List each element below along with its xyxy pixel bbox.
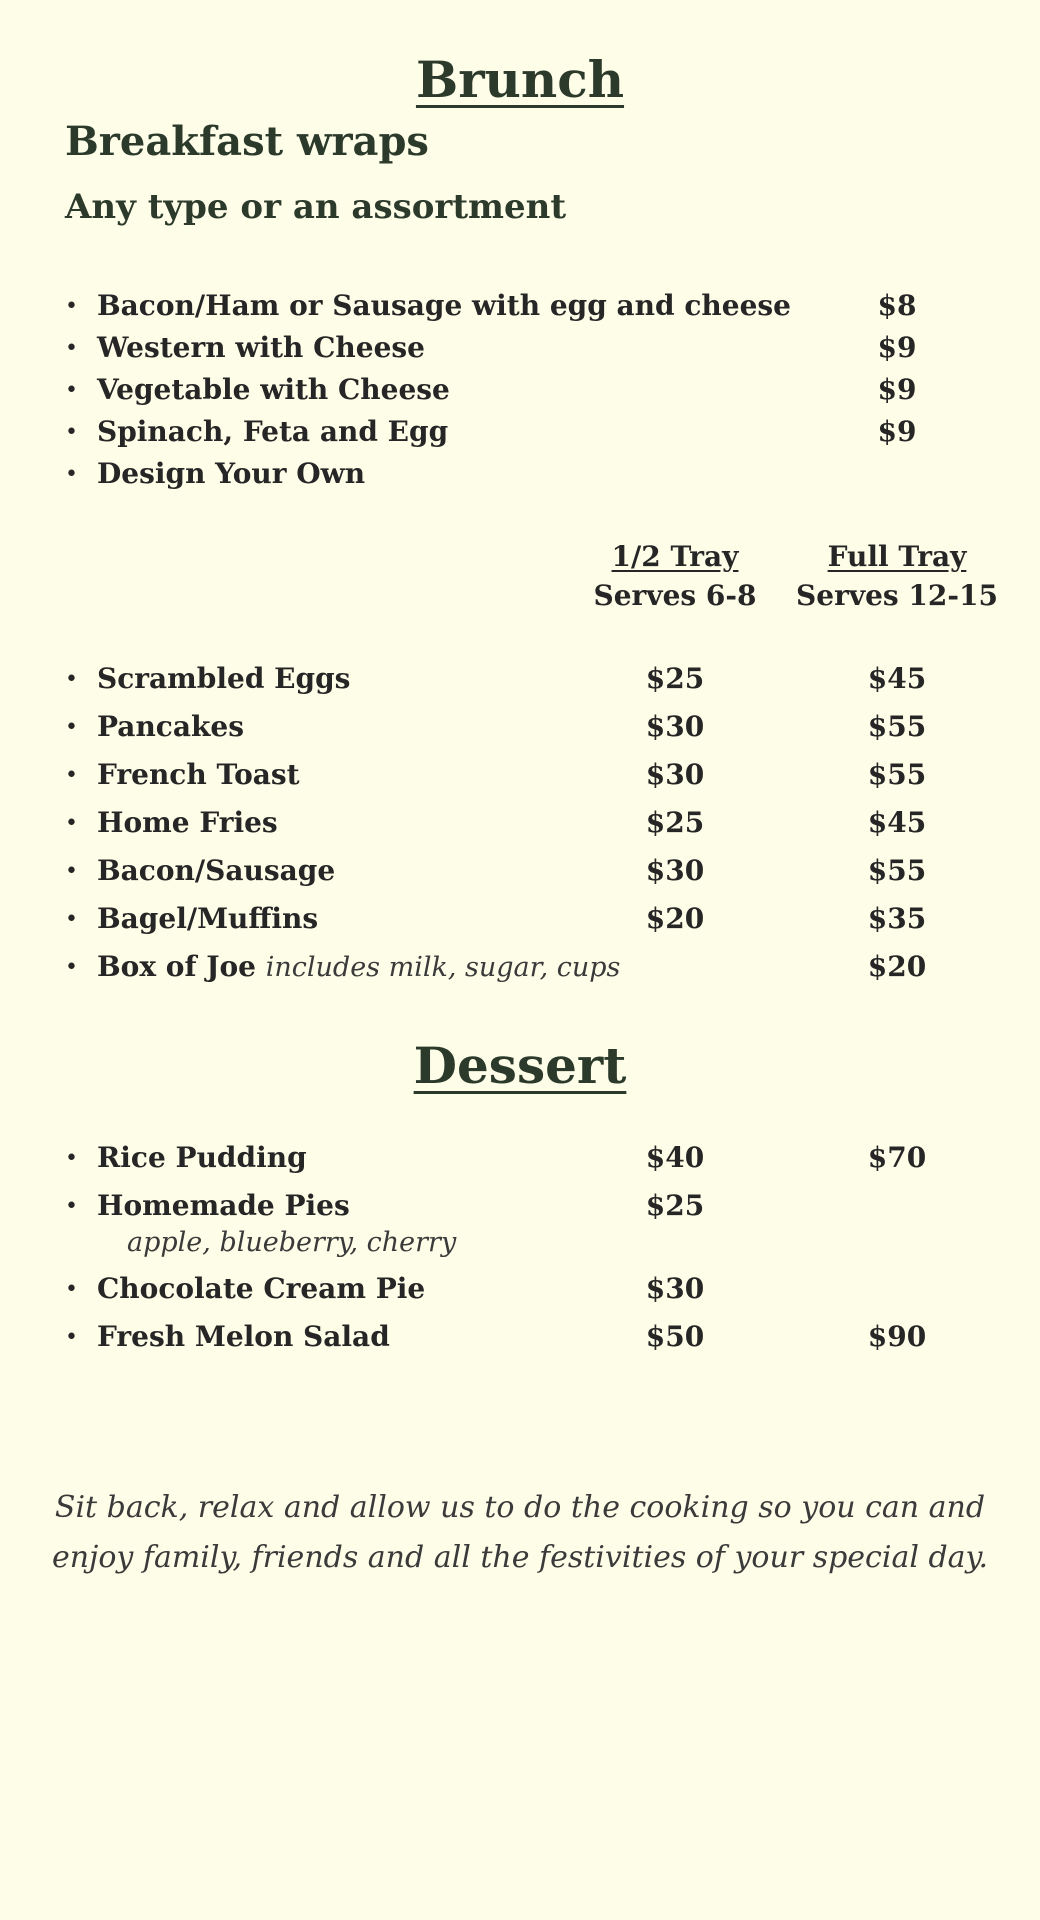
bullet-icon: • — [65, 907, 78, 932]
wrap-item — [65, 289, 791, 322]
wrap-item-price: $9 — [877, 331, 917, 364]
tray-item — [65, 758, 300, 791]
dessert-half-price: $50 — [645, 1320, 705, 1353]
dessert-item-name: Fresh Melon Salad — [97, 1320, 390, 1353]
dessert-item — [65, 1272, 425, 1305]
wrap-item-price: $9 — [877, 373, 917, 406]
bullet-icon: • — [65, 955, 78, 980]
full-tray-price: $45 — [867, 662, 927, 695]
dessert-item-name: Homemade Pies — [97, 1189, 350, 1222]
wrap-item — [65, 373, 450, 406]
bullet-icon: • — [65, 1194, 78, 1219]
dessert-title: Dessert — [413, 1036, 627, 1095]
bullet-icon: • — [65, 763, 78, 788]
bullet-icon: • — [65, 336, 78, 361]
wrap-item — [65, 415, 448, 448]
tagline — [0, 1483, 1040, 1583]
tray-item — [65, 854, 335, 887]
full-tray-price: $45 — [867, 806, 927, 839]
half-tray-price: $20 — [645, 902, 705, 935]
half-tray-label: 1/2 Tray — [611, 540, 739, 573]
bullet-icon: • — [65, 420, 78, 445]
dessert-full-price: $90 — [867, 1320, 927, 1353]
tray-item-name: Home Fries — [97, 806, 278, 839]
wrap-item-name: Vegetable with Cheese — [97, 373, 450, 406]
bullet-icon: • — [65, 715, 78, 740]
tray-item-note: includes milk, sugar, cups — [265, 952, 621, 983]
dessert-half-price: $25 — [645, 1189, 705, 1222]
bullet-icon: • — [65, 667, 78, 692]
wrap-item-price: $8 — [877, 289, 917, 322]
bullet-icon: • — [65, 1325, 78, 1350]
full-tray-price: $55 — [867, 854, 927, 887]
tagline-line-1: Sit back, relax and allow us to do the cooking so you can and — [54, 1490, 986, 1525]
bullet-icon: • — [65, 1277, 78, 1302]
wrap-item-name: Western with Cheese — [97, 331, 425, 364]
tray-item — [65, 902, 318, 935]
bullet-icon: • — [65, 294, 78, 319]
wraps-subheading: Any type or an assortment — [65, 187, 567, 227]
dessert-half-price: $30 — [645, 1272, 705, 1305]
wrap-item-name: Spinach, Feta and Egg — [97, 415, 449, 448]
wrap-item-name: Design Your Own — [97, 457, 366, 490]
bullet-icon: • — [65, 378, 78, 403]
half-tray-price: $25 — [645, 662, 705, 695]
full-tray-price: $35 — [867, 902, 927, 935]
wrap-item — [65, 457, 365, 490]
full-tray-label: Full Tray — [827, 540, 967, 573]
half-tray-price: $30 — [645, 758, 705, 791]
dessert-item-note: apple, blueberry, cherry — [127, 1227, 457, 1258]
full-tray-serves: Serves 12-15 — [796, 579, 998, 612]
tray-item — [65, 710, 244, 743]
tray-item-name: Bacon/Sausage — [97, 854, 336, 887]
wrap-item — [65, 331, 425, 364]
bullet-icon: • — [65, 1146, 78, 1171]
half-tray-price: $30 — [645, 854, 705, 887]
half-tray-price: $30 — [645, 710, 705, 743]
full-tray-price: $55 — [867, 710, 927, 743]
half-tray-serves: Serves 6-8 — [593, 579, 757, 612]
half-tray-header — [590, 540, 760, 612]
dessert-item — [65, 1320, 390, 1353]
wrap-item-name: Bacon/Ham or Sausage with egg and cheese — [97, 289, 791, 322]
bullet-icon: • — [65, 462, 78, 487]
dessert-item — [65, 1141, 307, 1174]
tray-item-name: French Toast — [97, 758, 300, 791]
dessert-full-price: $70 — [867, 1141, 927, 1174]
dessert-item-name: Rice Pudding — [97, 1141, 307, 1174]
tray-item — [65, 950, 620, 983]
tray-item-name: Scrambled Eggs — [97, 662, 351, 695]
tray-item — [65, 662, 350, 695]
wraps-heading: Breakfast wraps — [65, 118, 429, 165]
dessert-half-price: $40 — [645, 1141, 705, 1174]
full-tray-price: $55 — [867, 758, 927, 791]
brunch-title: Brunch — [415, 50, 625, 109]
tray-item — [65, 806, 278, 839]
tray-item-name: Box of Joe — [97, 950, 256, 983]
full-tray-price: $20 — [867, 950, 927, 983]
dessert-item — [65, 1189, 350, 1222]
tray-item-name: Pancakes — [97, 710, 244, 743]
bullet-icon: • — [65, 859, 78, 884]
tagline-line-2: enjoy family, friends and all the festivities of your special day. — [51, 1540, 989, 1575]
bullet-icon: • — [65, 811, 78, 836]
half-tray-price: $25 — [645, 806, 705, 839]
wrap-item-price: $9 — [877, 415, 917, 448]
tray-item-name: Bagel/Muffins — [97, 902, 319, 935]
dessert-item-name: Chocolate Cream Pie — [97, 1272, 426, 1305]
full-tray-header — [792, 540, 1002, 612]
